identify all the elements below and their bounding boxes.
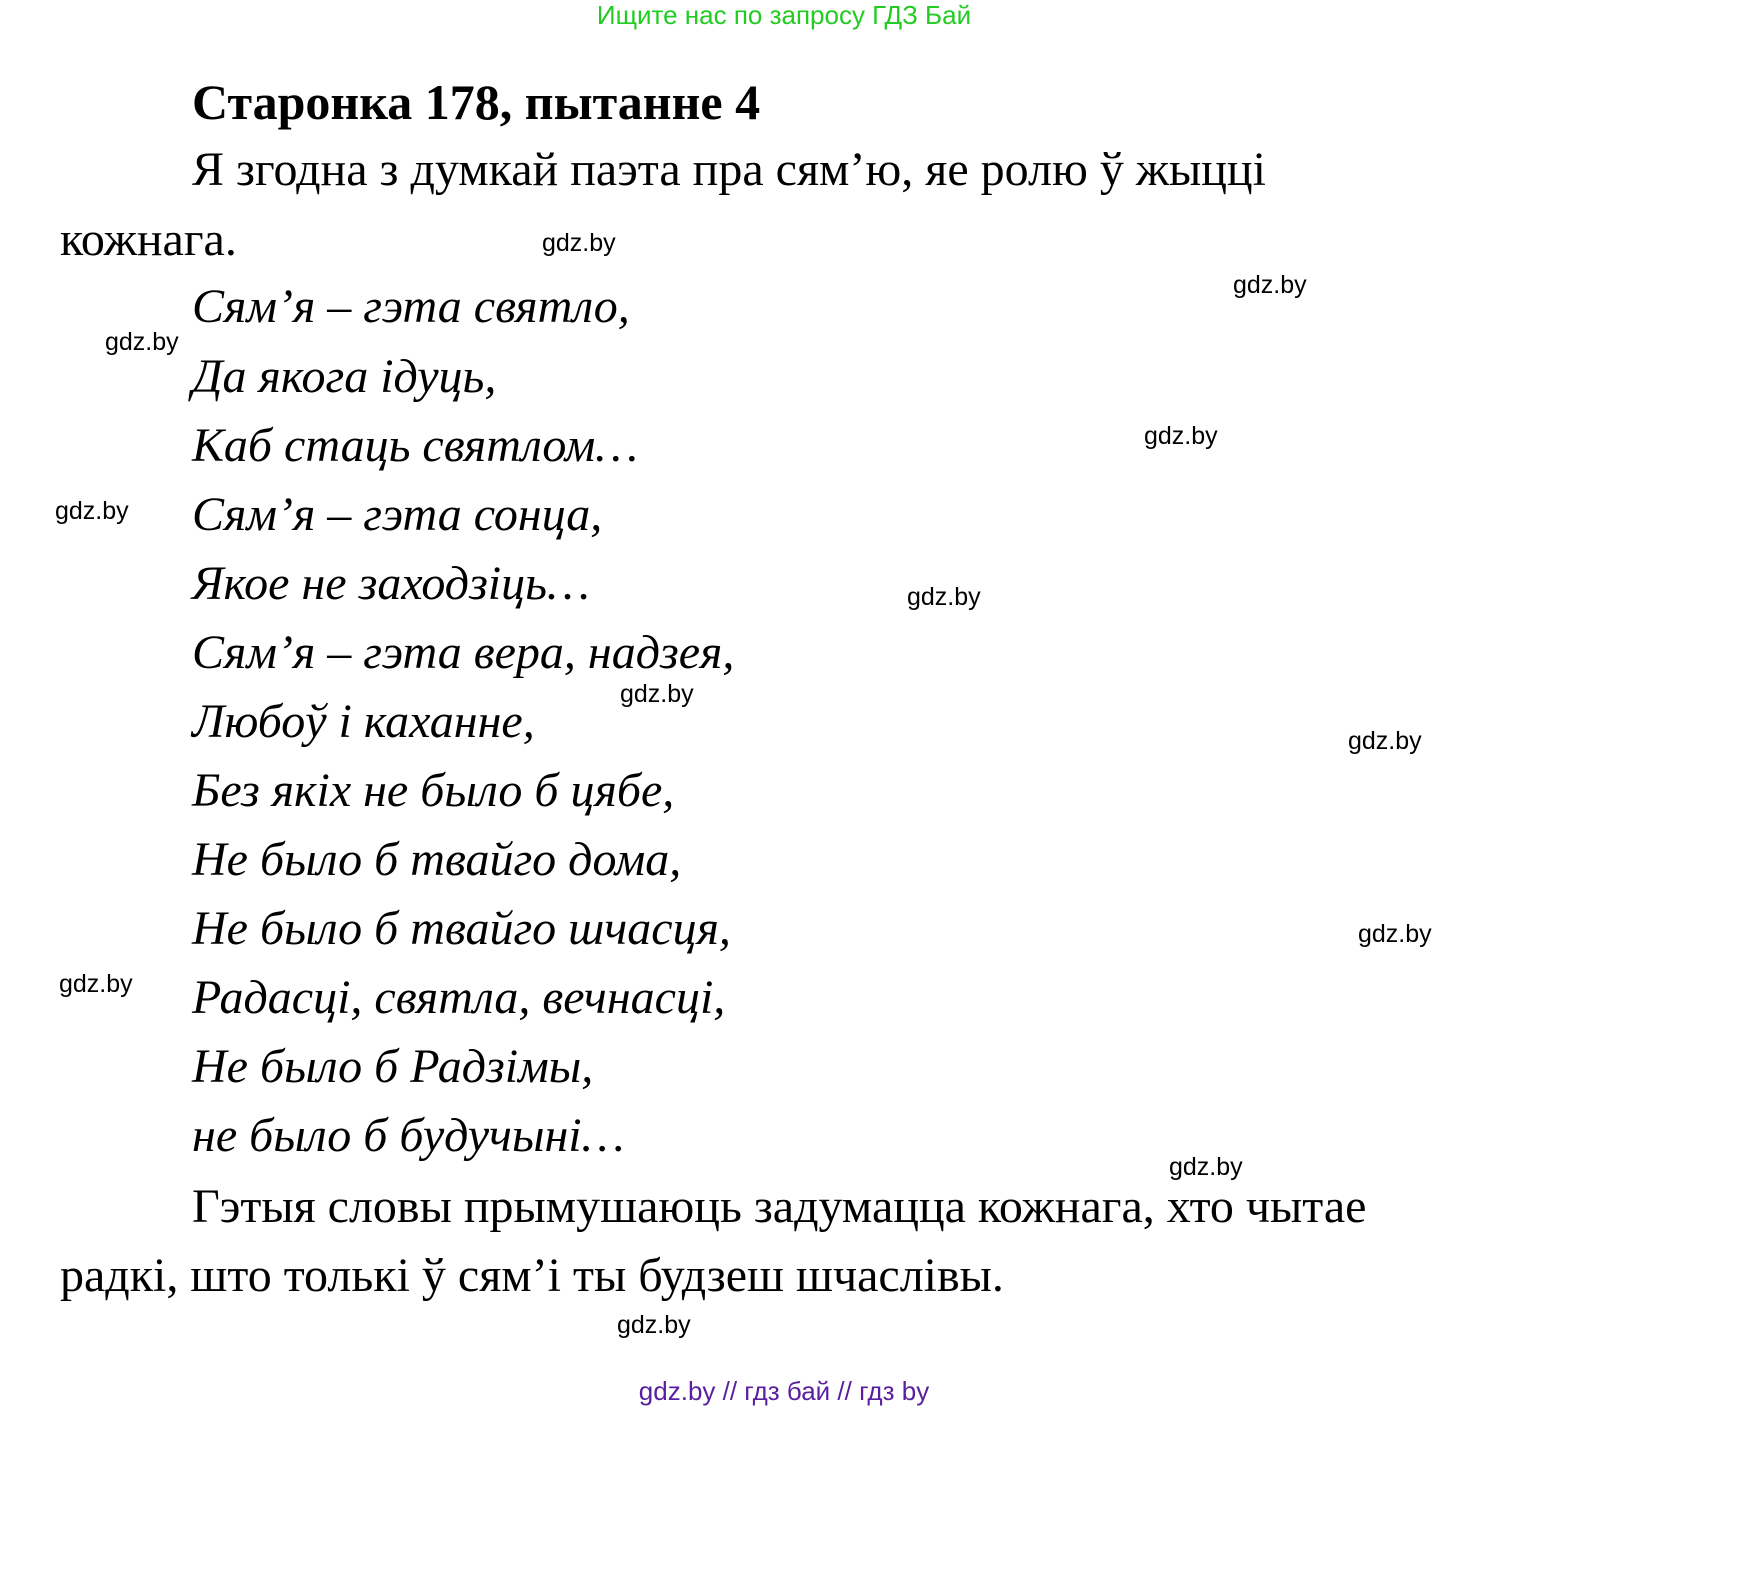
intro-line: кожнага. [60,213,237,266]
watermark: gdz.by [105,328,179,356]
watermark: gdz.by [1144,422,1218,450]
poem-line: Любоў і каханне, [192,695,535,748]
watermark: gdz.by [55,497,129,525]
poem-line: Сям’я – гэта вера, надзея, [192,626,735,679]
poem-line: Каб стаць святлом… [192,419,638,472]
watermark: gdz.by [542,229,616,257]
search-banner: Ищите нас по запросу ГДЗ Бай [596,0,972,30]
poem-line: Радасці, святла, вечнасці, [192,971,726,1024]
watermark: gdz.by [1358,920,1432,948]
poem-line: Сям’я – гэта святло, [192,280,630,333]
footer-links: gdz.by // гдз бай // гдз by [638,1376,930,1406]
watermark: gdz.by [907,583,981,611]
poem-line: Не было б Радзімы, [192,1040,594,1093]
conclusion-line: радкі, што толькі ў сям’і ты будзеш шчаслівы. [60,1249,1004,1302]
conclusion-line: Гэтыя словы прымушаюць задумацца кожнага, хто чытае [192,1180,1367,1233]
poem-line: Без якіх не было б цябе, [192,764,675,817]
poem-line: Да якога ідуць, [192,350,497,403]
watermark: gdz.by [620,680,694,708]
watermark: gdz.by [617,1311,691,1339]
poem-line: Не было б твайго дома, [192,833,682,886]
watermark: gdz.by [1348,727,1422,755]
page-title: Старонка 178, пытанне 4 [192,74,761,130]
poem-line: не было б будучыні… [192,1109,625,1162]
poem-line: Не было б твайго шчасця, [192,902,731,955]
intro-line: Я згодна з думкай паэта пра сям’ю, яе ролю ў жыцці [192,143,1266,196]
watermark: gdz.by [1169,1153,1243,1181]
poem-line: Сям’я – гэта сонца, [192,488,603,541]
watermark: gdz.by [59,970,133,998]
poem-line: Якое не заходзіць… [192,557,590,610]
watermark: gdz.by [1233,271,1307,299]
